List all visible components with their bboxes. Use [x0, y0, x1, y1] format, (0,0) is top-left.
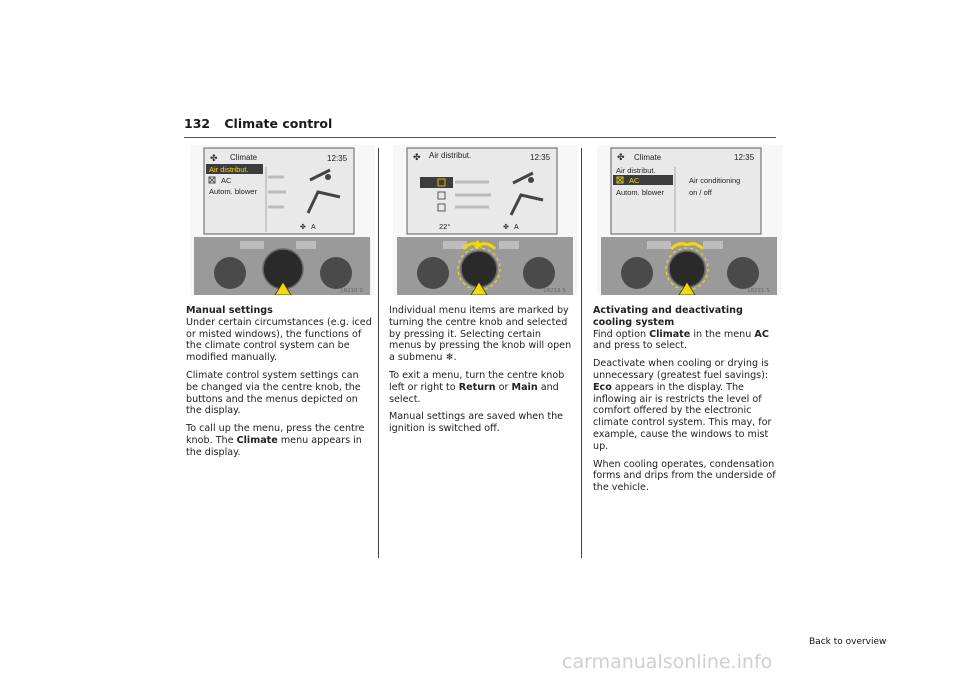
figure-ac-submenu	[597, 145, 782, 295]
menu-selection	[613, 175, 673, 185]
figure-code: 18219 S	[543, 288, 566, 294]
display-title: Climate	[230, 153, 258, 162]
menu-item-air-distribution: Air distribut.	[616, 166, 656, 175]
paragraph-text: Under certain circumstances (e.g. iced or misted windows), the functions of the climate control system can be modified manually.	[186, 316, 372, 364]
display-time: 12:35	[530, 153, 551, 162]
watermark: carmanualsonline.info	[562, 651, 773, 673]
page-header	[184, 116, 332, 131]
fan-icon: ✤	[413, 153, 421, 163]
figure-climate-menu	[190, 145, 375, 295]
column-menu-navigation	[389, 305, 575, 441]
menu-item-autom-blower: Autom. blower	[616, 188, 664, 197]
display-time: 12:35	[327, 154, 348, 163]
display-time: 12:35	[734, 153, 755, 162]
menu-item-air-distribution: Air distribut.	[209, 165, 249, 174]
column-manual-settings	[186, 305, 372, 465]
column-cooling-system	[593, 305, 779, 500]
figure-illustration	[597, 145, 782, 295]
right-knob	[727, 257, 759, 289]
figure-code: 18218 S	[340, 288, 363, 294]
display-title: Climate	[634, 153, 662, 162]
menu-item-ac: AC	[629, 176, 640, 185]
header-rule	[184, 137, 776, 138]
menu-item-ac: AC	[221, 176, 232, 185]
info-line-1: Air conditioning	[689, 176, 741, 185]
fan-icon: ✤	[210, 154, 218, 164]
paragraph: Climate control system settings can be changed via the centre knob, the buttons and the menus depicted on the display.	[186, 369, 361, 417]
column-divider	[378, 148, 379, 558]
paragraph: Activating and deactivating cooling system Find option Climate in the menu AC and press to select.	[593, 305, 769, 352]
display-title: Air distribut.	[429, 151, 472, 160]
fan-icon: ✤	[617, 153, 625, 163]
paragraph: Deactivate when cooling or drying is unnecessary (greatest fuel savings): Eco appears in the display. The inflowing air is restricts the level of comfort offered by the electronic climate control system. This may, for example, cause the windows to mist up.	[593, 358, 772, 452]
fan-mode: A	[311, 224, 316, 231]
figure-illustration	[190, 145, 375, 295]
right-knob	[320, 257, 352, 289]
figure-code: 18221 S	[747, 288, 770, 294]
left-knob	[621, 257, 653, 289]
left-knob	[214, 257, 246, 289]
paragraph: Manual settings are saved when the ignition is switched off.	[389, 411, 564, 435]
figure-illustration	[393, 145, 578, 295]
menu-selection	[420, 177, 453, 188]
paragraph: When cooling operates, condensation forms and drips from the underside of the vehicle.	[593, 458, 776, 494]
fan-auto-icon: ✤	[503, 223, 509, 231]
figure-air-distribution-menu	[393, 145, 578, 295]
fan-mode: A	[514, 224, 519, 231]
paragraph: To exit a menu, turn the centre knob left or right to Return or Main and select.	[389, 369, 565, 405]
menu-item-autom-blower: Autom. blower	[209, 187, 257, 196]
temperature: 22°	[439, 222, 451, 231]
page-title: Climate control	[224, 116, 333, 131]
submenu-icon: ❄	[445, 352, 454, 364]
info-line-2: on / off	[689, 188, 712, 197]
right-knob	[523, 257, 555, 289]
section-heading: Activating and deactivating cooling system	[593, 305, 743, 328]
back-to-overview-link[interactable]: Back to overview	[809, 637, 887, 647]
paragraph	[186, 305, 372, 364]
paragraph: To call up the menu, press the centre knob. The Climate menu appears in the display.	[186, 423, 365, 458]
section-heading: Manual settings	[186, 305, 273, 316]
fan-auto-icon: ✤	[300, 223, 306, 231]
column-divider	[581, 148, 582, 558]
paragraph: Individual menu items are marked by turning the centre knob and selected by pressing it. Selecting certain menus by pressing the knob will open a submenu ❄.	[389, 305, 572, 364]
page-number: 132	[184, 116, 211, 131]
left-knob	[417, 257, 449, 289]
